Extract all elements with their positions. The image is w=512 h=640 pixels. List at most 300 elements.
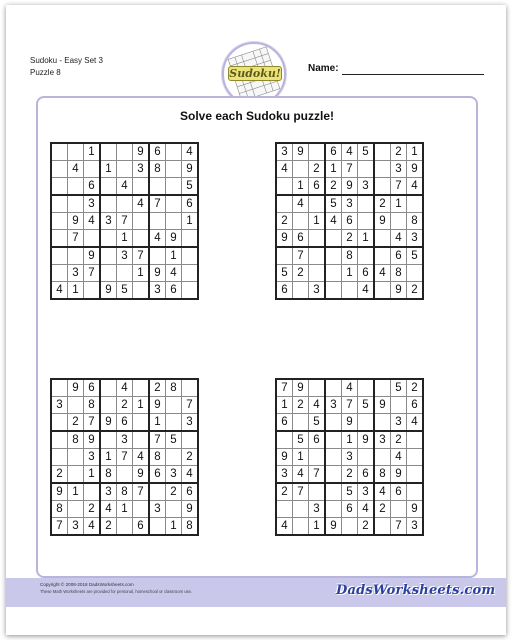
- sudoku-cell[interactable]: 9: [68, 213, 84, 230]
- sudoku-cell[interactable]: [133, 178, 150, 196]
- sudoku-cell[interactable]: [51, 265, 68, 282]
- sudoku-cell[interactable]: [374, 247, 391, 265]
- sudoku-cell[interactable]: [358, 195, 375, 213]
- sudoku-cell[interactable]: 4: [342, 143, 358, 161]
- sudoku-cell[interactable]: 7: [68, 230, 84, 248]
- sudoku-cell[interactable]: [293, 501, 309, 518]
- sudoku-cell[interactable]: [407, 265, 424, 282]
- sudoku-cell[interactable]: [325, 379, 342, 397]
- sudoku-cell[interactable]: 2: [407, 379, 424, 397]
- sudoku-cell[interactable]: 7: [133, 247, 150, 265]
- sudoku-cell[interactable]: [342, 518, 358, 536]
- sudoku-cell[interactable]: [309, 483, 326, 501]
- sudoku-cell[interactable]: [293, 282, 309, 300]
- sudoku-cell[interactable]: [276, 431, 293, 449]
- sudoku-cell[interactable]: [149, 518, 166, 536]
- sudoku-cell[interactable]: [325, 483, 342, 501]
- sudoku-cell[interactable]: [100, 397, 117, 414]
- sudoku-cell[interactable]: 3: [325, 397, 342, 414]
- sudoku-cell[interactable]: 6: [342, 213, 358, 230]
- sudoku-cell[interactable]: 1: [325, 161, 342, 178]
- sudoku-cell[interactable]: 9: [149, 265, 166, 282]
- sudoku-cell[interactable]: 1: [166, 247, 182, 265]
- sudoku-cell[interactable]: 2: [51, 466, 68, 484]
- sudoku-cell[interactable]: 4: [84, 518, 101, 536]
- sudoku-cell[interactable]: 4: [166, 265, 182, 282]
- sudoku-cell[interactable]: [391, 501, 407, 518]
- sudoku-cell[interactable]: 3: [149, 501, 166, 518]
- sudoku-cell[interactable]: 7: [391, 178, 407, 196]
- sudoku-cell[interactable]: [182, 431, 199, 449]
- sudoku-cell[interactable]: [325, 265, 342, 282]
- sudoku-cell[interactable]: 6: [276, 414, 293, 432]
- sudoku-cell[interactable]: 9: [51, 483, 68, 501]
- sudoku-cell[interactable]: 1: [100, 161, 117, 178]
- sudoku-cell[interactable]: 4: [374, 483, 391, 501]
- sudoku-cell[interactable]: [51, 414, 68, 432]
- sudoku-cell[interactable]: [68, 501, 84, 518]
- sudoku-cell[interactable]: [133, 414, 150, 432]
- sudoku-cell[interactable]: 4: [276, 518, 293, 536]
- sudoku-cell[interactable]: 7: [84, 265, 101, 282]
- sudoku-cell[interactable]: 9: [68, 379, 84, 397]
- sudoku-cell[interactable]: [325, 449, 342, 466]
- sudoku-cell[interactable]: 1: [133, 397, 150, 414]
- sudoku-cell[interactable]: [133, 431, 150, 449]
- sudoku-cell[interactable]: [358, 449, 375, 466]
- sudoku-cell[interactable]: 9: [407, 501, 424, 518]
- sudoku-cell[interactable]: 4: [68, 161, 84, 178]
- sudoku-cell[interactable]: 2: [325, 178, 342, 196]
- sudoku-cell[interactable]: [166, 213, 182, 230]
- sudoku-cell[interactable]: [309, 143, 326, 161]
- sudoku-cell[interactable]: 9: [342, 178, 358, 196]
- sudoku-cell[interactable]: 4: [276, 161, 293, 178]
- sudoku-cell[interactable]: [182, 247, 199, 265]
- sudoku-cell[interactable]: 9: [84, 247, 101, 265]
- sudoku-cell[interactable]: [374, 379, 391, 397]
- sudoku-cell[interactable]: [166, 449, 182, 466]
- sudoku-cell[interactable]: [68, 397, 84, 414]
- sudoku-cell[interactable]: 9: [293, 379, 309, 397]
- sudoku-cell[interactable]: 3: [276, 466, 293, 484]
- sudoku-cell[interactable]: 6: [358, 466, 375, 484]
- sudoku-cell[interactable]: 6: [342, 501, 358, 518]
- sudoku-cell[interactable]: 2: [309, 161, 326, 178]
- sudoku-cell[interactable]: [391, 397, 407, 414]
- sudoku-cell[interactable]: 9: [182, 161, 199, 178]
- sudoku-cell[interactable]: 1: [117, 501, 133, 518]
- sudoku-cell[interactable]: [407, 483, 424, 501]
- sudoku-cell[interactable]: 7: [342, 161, 358, 178]
- sudoku-cell[interactable]: 2: [374, 501, 391, 518]
- sudoku-cell[interactable]: 2: [342, 466, 358, 484]
- sudoku-cell[interactable]: [293, 518, 309, 536]
- sudoku-cell[interactable]: 7: [293, 483, 309, 501]
- sudoku-cell[interactable]: [182, 265, 199, 282]
- sudoku-cell[interactable]: 1: [100, 449, 117, 466]
- sudoku-cell[interactable]: 4: [391, 230, 407, 248]
- sudoku-cell[interactable]: 4: [309, 397, 326, 414]
- sudoku-cell[interactable]: 1: [342, 431, 358, 449]
- sudoku-cell[interactable]: [117, 195, 133, 213]
- sudoku-cell[interactable]: 2: [166, 483, 182, 501]
- sudoku-cell[interactable]: 5: [391, 379, 407, 397]
- sudoku-cell[interactable]: 1: [276, 397, 293, 414]
- sudoku-cell[interactable]: 5: [358, 397, 375, 414]
- sudoku-cell[interactable]: 1: [68, 282, 84, 300]
- sudoku-cell[interactable]: [182, 230, 199, 248]
- sudoku-cell[interactable]: [309, 195, 326, 213]
- sudoku-cell[interactable]: [358, 213, 375, 230]
- sudoku-cell[interactable]: [68, 195, 84, 213]
- sudoku-cell[interactable]: 9: [166, 230, 182, 248]
- sudoku-cell[interactable]: 7: [309, 466, 326, 484]
- sudoku-cell[interactable]: [325, 247, 342, 265]
- sudoku-cell[interactable]: [84, 282, 101, 300]
- sudoku-cell[interactable]: [117, 265, 133, 282]
- sudoku-cell[interactable]: [374, 414, 391, 432]
- sudoku-cell[interactable]: [276, 247, 293, 265]
- sudoku-cell[interactable]: 1: [133, 265, 150, 282]
- sudoku-cell[interactable]: 6: [407, 397, 424, 414]
- sudoku-cell[interactable]: 1: [84, 466, 101, 484]
- sudoku-cell[interactable]: 7: [182, 397, 199, 414]
- sudoku-cell[interactable]: 2: [391, 143, 407, 161]
- sudoku-cell[interactable]: [51, 143, 68, 161]
- sudoku-cell[interactable]: 8: [51, 501, 68, 518]
- sudoku-cell[interactable]: 9: [391, 282, 407, 300]
- sudoku-cell[interactable]: 9: [407, 161, 424, 178]
- sudoku-cell[interactable]: 1: [117, 230, 133, 248]
- sudoku-cell[interactable]: 8: [374, 466, 391, 484]
- sudoku-cell[interactable]: [100, 178, 117, 196]
- sudoku-cell[interactable]: 3: [84, 449, 101, 466]
- sudoku-cell[interactable]: 2: [182, 449, 199, 466]
- sudoku-cell[interactable]: 4: [117, 178, 133, 196]
- sudoku-cell[interactable]: 9: [133, 143, 150, 161]
- sudoku-cell[interactable]: 2: [68, 414, 84, 432]
- sudoku-cell[interactable]: 5: [276, 265, 293, 282]
- brand-logo[interactable]: DadsWorksheets.com: [336, 583, 496, 598]
- sudoku-cell[interactable]: 4: [374, 265, 391, 282]
- sudoku-cell[interactable]: 2: [276, 483, 293, 501]
- sudoku-cell[interactable]: 9: [374, 397, 391, 414]
- sudoku-cell[interactable]: [149, 213, 166, 230]
- sudoku-cell[interactable]: 4: [293, 466, 309, 484]
- sudoku-cell[interactable]: 6: [182, 483, 199, 501]
- sudoku-cell[interactable]: 5: [342, 483, 358, 501]
- sudoku-cell[interactable]: 6: [182, 195, 199, 213]
- sudoku-cell[interactable]: 3: [100, 483, 117, 501]
- sudoku-cell[interactable]: 6: [84, 178, 101, 196]
- sudoku-cell[interactable]: 3: [276, 143, 293, 161]
- sudoku-cell[interactable]: 3: [309, 282, 326, 300]
- sudoku-cell[interactable]: [51, 213, 68, 230]
- sudoku-cell[interactable]: 1: [309, 518, 326, 536]
- sudoku-cell[interactable]: 8: [117, 483, 133, 501]
- sudoku-cell[interactable]: 8: [182, 518, 199, 536]
- sudoku-cell[interactable]: [309, 449, 326, 466]
- sudoku-cell[interactable]: 9: [293, 143, 309, 161]
- sudoku-cell[interactable]: 2: [84, 501, 101, 518]
- sudoku-cell[interactable]: 2: [293, 397, 309, 414]
- sudoku-cell[interactable]: 8: [166, 379, 182, 397]
- sudoku-cell[interactable]: 3: [391, 414, 407, 432]
- sudoku-cell[interactable]: [325, 466, 342, 484]
- sudoku-cell[interactable]: 4: [149, 230, 166, 248]
- sudoku-cell[interactable]: 6: [276, 282, 293, 300]
- sudoku-cell[interactable]: [51, 449, 68, 466]
- sudoku-cell[interactable]: 4: [358, 501, 375, 518]
- sudoku-cell[interactable]: [68, 449, 84, 466]
- sudoku-cell[interactable]: 9: [358, 431, 375, 449]
- sudoku-cell[interactable]: [166, 161, 182, 178]
- sudoku-cell[interactable]: 1: [293, 178, 309, 196]
- sudoku-cell[interactable]: [374, 178, 391, 196]
- sudoku-cell[interactable]: [374, 282, 391, 300]
- sudoku-cell[interactable]: 2: [342, 230, 358, 248]
- sudoku-cell[interactable]: 9: [276, 230, 293, 248]
- sudoku-cell[interactable]: 5: [293, 431, 309, 449]
- sudoku-cell[interactable]: 4: [84, 213, 101, 230]
- sudoku-cell[interactable]: 6: [117, 414, 133, 432]
- sudoku-cell[interactable]: 4: [100, 501, 117, 518]
- sudoku-cell[interactable]: 3: [51, 397, 68, 414]
- sudoku-cell[interactable]: [117, 161, 133, 178]
- sudoku-cell[interactable]: [182, 379, 199, 397]
- sudoku-cell[interactable]: 1: [149, 414, 166, 432]
- sudoku-cell[interactable]: [133, 282, 150, 300]
- sudoku-cell[interactable]: [309, 265, 326, 282]
- sudoku-cell[interactable]: 9: [84, 431, 101, 449]
- sudoku-cell[interactable]: 9: [149, 397, 166, 414]
- sudoku-cell[interactable]: 7: [149, 195, 166, 213]
- sudoku-cell[interactable]: 4: [133, 195, 150, 213]
- sudoku-cell[interactable]: 4: [182, 466, 199, 484]
- sudoku-cell[interactable]: [407, 449, 424, 466]
- sudoku-cell[interactable]: [325, 230, 342, 248]
- sudoku-cell[interactable]: [68, 247, 84, 265]
- sudoku-cell[interactable]: 7: [133, 483, 150, 501]
- sudoku-cell[interactable]: [84, 483, 101, 501]
- sudoku-cell[interactable]: 3: [68, 518, 84, 536]
- sudoku-cell[interactable]: 9: [100, 414, 117, 432]
- sudoku-cell[interactable]: 9: [325, 518, 342, 536]
- sudoku-cell[interactable]: [51, 431, 68, 449]
- sudoku-cell[interactable]: 6: [293, 230, 309, 248]
- sudoku-cell[interactable]: 2: [276, 213, 293, 230]
- sudoku-cell[interactable]: [117, 143, 133, 161]
- sudoku-cell[interactable]: 6: [309, 431, 326, 449]
- sudoku-cell[interactable]: [293, 213, 309, 230]
- sudoku-cell[interactable]: [293, 161, 309, 178]
- sudoku-cell[interactable]: 8: [84, 397, 101, 414]
- sudoku-cell[interactable]: 6: [149, 143, 166, 161]
- sudoku-cell[interactable]: [166, 195, 182, 213]
- sudoku-cell[interactable]: 6: [166, 282, 182, 300]
- sudoku-cell[interactable]: 3: [391, 161, 407, 178]
- sudoku-cell[interactable]: 7: [117, 213, 133, 230]
- sudoku-cell[interactable]: [149, 178, 166, 196]
- sudoku-cell[interactable]: 4: [133, 449, 150, 466]
- sudoku-cell[interactable]: 9: [342, 414, 358, 432]
- sudoku-cell[interactable]: 6: [149, 466, 166, 484]
- sudoku-cell[interactable]: 3: [68, 265, 84, 282]
- sudoku-cell[interactable]: 3: [407, 518, 424, 536]
- sudoku-cell[interactable]: 9: [276, 449, 293, 466]
- sudoku-cell[interactable]: 2: [293, 265, 309, 282]
- sudoku-cell[interactable]: 6: [391, 483, 407, 501]
- sudoku-cell[interactable]: 5: [166, 431, 182, 449]
- sudoku-cell[interactable]: 7: [51, 518, 68, 536]
- sudoku-cell[interactable]: 3: [117, 247, 133, 265]
- sudoku-cell[interactable]: [182, 282, 199, 300]
- sudoku-cell[interactable]: [100, 247, 117, 265]
- sudoku-cell[interactable]: [84, 161, 101, 178]
- sudoku-cell[interactable]: 1: [342, 265, 358, 282]
- sudoku-cell[interactable]: [276, 195, 293, 213]
- sudoku-cell[interactable]: 8: [342, 247, 358, 265]
- sudoku-cell[interactable]: [293, 414, 309, 432]
- sudoku-cell[interactable]: 5: [325, 195, 342, 213]
- sudoku-cell[interactable]: 2: [149, 379, 166, 397]
- sudoku-cell[interactable]: 6: [391, 247, 407, 265]
- sudoku-cell[interactable]: 7: [391, 518, 407, 536]
- sudoku-cell[interactable]: 3: [358, 483, 375, 501]
- sudoku-cell[interactable]: 4: [117, 379, 133, 397]
- sudoku-cell[interactable]: 6: [133, 518, 150, 536]
- sudoku-cell[interactable]: 7: [276, 379, 293, 397]
- sudoku-cell[interactable]: 1: [358, 230, 375, 248]
- sudoku-cell[interactable]: 3: [100, 213, 117, 230]
- sudoku-cell[interactable]: 4: [293, 195, 309, 213]
- sudoku-cell[interactable]: [276, 501, 293, 518]
- sudoku-cell[interactable]: [325, 431, 342, 449]
- sudoku-cell[interactable]: 4: [358, 282, 375, 300]
- sudoku-cell[interactable]: 5: [117, 282, 133, 300]
- sudoku-cell[interactable]: [325, 414, 342, 432]
- sudoku-cell[interactable]: [374, 161, 391, 178]
- sudoku-cell[interactable]: 9: [391, 466, 407, 484]
- sudoku-cell[interactable]: 8: [149, 161, 166, 178]
- sudoku-cell[interactable]: 3: [149, 282, 166, 300]
- sudoku-cell[interactable]: 3: [133, 161, 150, 178]
- sudoku-cell[interactable]: 2: [374, 195, 391, 213]
- sudoku-cell[interactable]: 6: [309, 178, 326, 196]
- sudoku-cell[interactable]: [342, 282, 358, 300]
- sudoku-cell[interactable]: 3: [358, 178, 375, 196]
- sudoku-cell[interactable]: [358, 161, 375, 178]
- sudoku-cell[interactable]: 1: [68, 483, 84, 501]
- sudoku-cell[interactable]: [68, 178, 84, 196]
- sudoku-cell[interactable]: [166, 397, 182, 414]
- sudoku-cell[interactable]: [325, 501, 342, 518]
- sudoku-cell[interactable]: [117, 518, 133, 536]
- sudoku-cell[interactable]: 5: [358, 143, 375, 161]
- sudoku-cell[interactable]: 2: [117, 397, 133, 414]
- sudoku-cell[interactable]: 7: [149, 431, 166, 449]
- name-line[interactable]: [342, 74, 484, 75]
- sudoku-cell[interactable]: 4: [325, 213, 342, 230]
- sudoku-cell[interactable]: 7: [342, 397, 358, 414]
- sudoku-cell[interactable]: [166, 414, 182, 432]
- sudoku-cell[interactable]: 1: [309, 213, 326, 230]
- sudoku-cell[interactable]: 8: [407, 213, 424, 230]
- sudoku-cell[interactable]: 4: [182, 143, 199, 161]
- sudoku-cell[interactable]: 5: [407, 247, 424, 265]
- sudoku-cell[interactable]: 2: [391, 431, 407, 449]
- sudoku-cell[interactable]: 3: [342, 195, 358, 213]
- sudoku-cell[interactable]: 4: [391, 449, 407, 466]
- sudoku-cell[interactable]: 6: [358, 265, 375, 282]
- sudoku-cell[interactable]: [84, 230, 101, 248]
- sudoku-cell[interactable]: [100, 195, 117, 213]
- sudoku-cell[interactable]: [51, 195, 68, 213]
- sudoku-cell[interactable]: [358, 414, 375, 432]
- sudoku-cell[interactable]: 6: [84, 379, 101, 397]
- sudoku-cell[interactable]: [374, 449, 391, 466]
- sudoku-cell[interactable]: [117, 466, 133, 484]
- sudoku-cell[interactable]: [51, 379, 68, 397]
- sudoku-cell[interactable]: [51, 161, 68, 178]
- sudoku-cell[interactable]: 1: [182, 213, 199, 230]
- sudoku-cell[interactable]: [100, 379, 117, 397]
- sudoku-cell[interactable]: [133, 501, 150, 518]
- sudoku-cell[interactable]: [166, 143, 182, 161]
- sudoku-cell[interactable]: [133, 230, 150, 248]
- sudoku-cell[interactable]: [407, 195, 424, 213]
- sudoku-cell[interactable]: 9: [133, 466, 150, 484]
- sudoku-cell[interactable]: [374, 230, 391, 248]
- sudoku-cell[interactable]: 9: [374, 213, 391, 230]
- sudoku-cell[interactable]: [309, 230, 326, 248]
- sudoku-cell[interactable]: [68, 466, 84, 484]
- sudoku-cell[interactable]: [51, 230, 68, 248]
- sudoku-cell[interactable]: 8: [68, 431, 84, 449]
- sudoku-cell[interactable]: 3: [342, 449, 358, 466]
- sudoku-cell[interactable]: [100, 431, 117, 449]
- sudoku-cell[interactable]: 3: [166, 466, 182, 484]
- sudoku-cell[interactable]: 1: [407, 143, 424, 161]
- sudoku-cell[interactable]: [166, 501, 182, 518]
- sudoku-cell[interactable]: 5: [182, 178, 199, 196]
- sudoku-cell[interactable]: 8: [391, 265, 407, 282]
- sudoku-cell[interactable]: 1: [166, 518, 182, 536]
- sudoku-cell[interactable]: 3: [84, 195, 101, 213]
- sudoku-cell[interactable]: [309, 379, 326, 397]
- sudoku-cell[interactable]: 9: [182, 501, 199, 518]
- sudoku-cell[interactable]: 2: [100, 518, 117, 536]
- sudoku-cell[interactable]: 3: [374, 431, 391, 449]
- sudoku-cell[interactable]: 7: [117, 449, 133, 466]
- sudoku-cell[interactable]: [276, 178, 293, 196]
- sudoku-cell[interactable]: [391, 213, 407, 230]
- sudoku-cell[interactable]: [133, 213, 150, 230]
- sudoku-cell[interactable]: [374, 143, 391, 161]
- sudoku-cell[interactable]: [100, 265, 117, 282]
- sudoku-cell[interactable]: [51, 247, 68, 265]
- sudoku-cell[interactable]: 4: [51, 282, 68, 300]
- sudoku-cell[interactable]: [51, 178, 68, 196]
- sudoku-cell[interactable]: 4: [342, 379, 358, 397]
- sudoku-cell[interactable]: 3: [182, 414, 199, 432]
- sudoku-cell[interactable]: [325, 282, 342, 300]
- sudoku-cell[interactable]: [149, 247, 166, 265]
- sudoku-cell[interactable]: [309, 247, 326, 265]
- sudoku-cell[interactable]: 8: [149, 449, 166, 466]
- sudoku-cell[interactable]: [166, 178, 182, 196]
